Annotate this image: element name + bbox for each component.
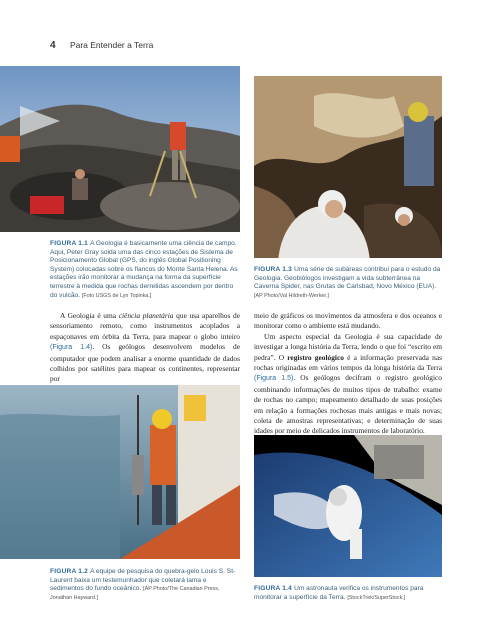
key-term: registro geológico: [287, 352, 344, 362]
body-column-1: [50, 311, 240, 385]
figure-1-1-photo: [0, 66, 240, 232]
figure-1-1-caption: [50, 240, 240, 300]
figure-reference: (Figura 1.4): [50, 344, 93, 352]
body-column-2: [254, 311, 442, 437]
figure-label: FIGURA 1.2: [50, 568, 91, 575]
figure-1-4-caption: [254, 585, 442, 602]
figure-1-2-photo: [0, 385, 240, 559]
text-run: meio de gráficos os movimentos da atmosfera e dos oceanos e monitorar como o ambiente está mudando.: [254, 311, 442, 331]
figure-label: FIGURA 1.1: [50, 240, 91, 247]
caption-text: A Geologia é basicamente uma ciência de campo. Aqui, Peter Gray solda uma das cinco estações de Sistema de Posicionamento Global (GPS, do inglês Global Positioning System) colocadas sobre os flancos do Monte Santa Helena. As estações irão monitorar a mudança na forma da superfície terrestre à medida que rochas derretidas ascendem por dentro do vulcão.: [50, 240, 238, 299]
ocean-coring-image: [0, 385, 240, 559]
paragraph: [254, 332, 442, 437]
figure-reference: (Figura 1.5): [254, 375, 294, 383]
paragraph: [50, 311, 240, 385]
cave-image: [254, 76, 442, 258]
photo-credit: [AP Photo/The Canadian Press, Jonathan Hayward.]: [50, 586, 220, 601]
caption-text: Um astronauta verifica os instrumentos para monitorar a superfície da Terra.: [254, 585, 424, 601]
figure-1-2-caption: [50, 568, 240, 602]
text-run: Um aspecto especial da Geologia é sua capacidade de investigar a longa história da Terra, lendo o que foi “escrito em pedra”. O: [254, 331, 442, 362]
figure-1-3-caption: [254, 266, 442, 300]
photo-credit: [StockTrek/SuperStock.]: [347, 594, 406, 601]
running-header: [50, 40, 153, 51]
text-run: . Os geólogos desenvolvem modelos de computador que podem analisar a enorme quantidade de dados colhidos por satélites para mapear os continentes, representar por: [50, 342, 240, 384]
photo-credit: [AP Photo/Val Hildreth-Werker.]: [254, 292, 329, 299]
figure-label: FIGURA 1.4: [254, 585, 295, 592]
paragraph: [254, 311, 442, 332]
figure-label: FIGURA 1.3: [254, 266, 295, 273]
text-run: é a informação preservada nas rochas originadas em vários tempos da longa história da Terra: [254, 352, 442, 373]
astronaut-image: [254, 435, 442, 577]
emphasis-text: ciência planetária: [118, 311, 174, 320]
figure-1-3-photo: [254, 76, 442, 258]
book-title: Para Entender a Terra: [69, 40, 154, 50]
figure-1-4-photo: [254, 435, 442, 577]
volcano-field-image: [0, 66, 240, 232]
page-number: 4: [50, 40, 56, 51]
text-run: . Os geólogos decifram o registro geológico combinando informações de muitos tipos de trabalho: exame de rochas no campo; mapeamento detalhado de suas posições em relação a formações rochosas mais antigas e mais novas; coleta de amostras representativas; e determinação de suas idades por meio de delicados instrumentos de laboratório.: [254, 373, 442, 436]
caption-text: Uma série de subáreas contribui para o estudo da Geologia. Geobiólogos investigam a vida subterrânea na Caverna Spider, nas Grutas de Carlsbad, Novo México (EUA).: [254, 266, 441, 291]
caption-text: A equipe de pesquisa do quebra-gelo Louis S. St-Laurent baixa um testemunhador que coletará lama e sedimentos do fundo oceânico.: [50, 568, 236, 593]
text-run: A Geologia é uma: [60, 311, 119, 320]
photo-credit: [Foto USGS de Lyn Topinka.]: [81, 292, 152, 299]
text-run: que usa aparelhos de sensoriamento remoto, como instrumentos acoplados a espaçonaves em órbita da Terra, para mapear o globo inteiro: [50, 311, 240, 341]
